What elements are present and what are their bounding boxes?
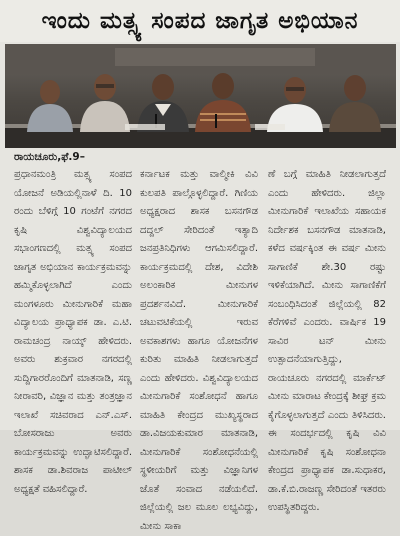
person-2 — [80, 74, 130, 132]
person-1 — [27, 80, 73, 132]
press-conference-illustration — [5, 44, 396, 148]
person-4 — [195, 73, 251, 132]
column-2-text: ಕರ್ನಾಟಕ ಮತ್ತು ವಾಲ್ಮೀಕಿ ವಿವಿ ಕುಲಪತಿ ಪಾಲ್ಗೊಳ್ಳಲಿದ್ದಾರೆ. ಗಿಣಿಯ ಅಧ್ಯಕ್ಷರಾದ ಶಾಸಕ ಬಸನಗೌಡ ದದ್ದಲ್ ಸೇರಿದಂತೆ ಇತ್ಯಾದಿ ಜನಪ್ರತಿನಿಧಿಗಳು ಆಗಮಿಸಲಿದ್ದಾರೆ. ಕಾರ್ಯಕ್ರಮದಲ್ಲಿ ದೇಶ, ವಿದೇಶಿ ಅಲಂಕಾರಿಕ ಮೀನುಗಳ ಪ್ರದರ್ಶನವಿದೆ. ಮೀನುಗಾರಿಕೆ ಚಟುವಟಿಕೆಯಲ್ಲಿ ಇರುವ ಅವಕಾಶಗಳು ಹಾಗೂ ಯೋಜನೆಗಳ ಕುರಿತು ಮಾಹಿತಿ ನೀಡಲಾಗುತ್ತದೆ ಎಂದು ಹೇಳಿದರು. ವಿಶ್ವವಿದ್ಯಾಲಯದ ಮೀನುಗಾರಿಕೆ ಸಂಶೋಧನೆ ಹಾಗೂ ಮಾಹಿತಿ ಕೇಂದ್ರದ ಮುಖ್ಯಸ್ಥರಾದ ಡಾ.ವಿಜಯಕುಮಾರ ಮಾತನಾಡಿ, ಮೀನುಗಾರಿಕೆ ಸಂಶೋಧನೆಯಲ್ಲಿ ಸ್ಥಳೀಯರಿಗೆ ಮತ್ತು ವಿಜ್ಞಾನಿಗಳ ಜೊತೆ ಸಂವಾದ ನಡೆಯಲಿದೆ. ಜಿಲ್ಲೆಯಲ್ಲಿ ಜಲ ಮೂಲ ಲಭ್ಯವಿದ್ದು, ಮೀನು ಸಾಕಾ — [140, 169, 258, 532]
article-dateline: ರಾಯಚೂರು,ಫೆ.9– — [14, 151, 85, 163]
article-column-3 — [268, 166, 386, 518]
article-column-1 — [14, 166, 132, 499]
article-headline: ಇಂದು ಮತ್ಸ್ಯ ಸಂಪದ ಜಾಗೃತ ಅಭಿಯಾನ — [0, 0, 400, 42]
column-3-text: ಣೆ ಬಗ್ಗೆ ಮಾಹಿತಿ ನೀಡಲಾಗುತ್ತದೆ ಎಂದು ಹೇಳಿದರು. ಜಿಲ್ಲಾ ಮೀನುಗಾರಿಕೆ ಇಲಾಖೆಯ ಸಹಾಯಕ ನಿರ್ದೇಶಕ ಬಸನಗೌಡ ಮಾತನಾಡಿ, ಕಳೆದ ವರ್ಷಕ್ಕಿಂತ ಈ ವರ್ಷ ಮೀನು ಸಾಗಾಣಿಕೆ ಶೇ.30 ರಷ್ಟು ಇಳಿಕೆಯಾಗಿದೆ. ಮೀನು ಸಾಗಾಣಿಕೆಗೆ ಸಂಬಂಧಿಸಿದಂತೆ ಜಿಲ್ಲೆಯಲ್ಲಿ 82 ಕೆರೆಗಳಿವೆ ಎಂದರು. ವಾರ್ಷಿಕ 19 ಸಾವಿರ ಟನ್ ಮೀನು ಉತ್ಪಾದನೆಯಾಗುತ್ತಿದ್ದು, ರಾಯಚೂರು ನಗರದಲ್ಲಿ ಮಾರ್ಕೆಟ್ ಮೀನು ಮಾರಾಟ ಕೇಂದ್ರಕ್ಕೆ ಶೀಘ್ರ ಕ್ರಮ ಕೈಗೊಳ್ಳಲಾಗುತ್ತದೆ ಎಂದು ತಿಳಿಸಿದರು. ಈ ಸಂದರ್ಭದಲ್ಲಿ ಕೃಷಿ ವಿವಿ ಮೀನುಗಾರಿಕೆ ಕೃಷಿ ಸಂಶೋಧನಾ ಕೇಂದ್ರದ ಪ್ರಾಧ್ಯಾಪಕ ಡಾ.ಸುಧಾಕರ, ಡಾ.ಕೆ.ಬಿ.ರಾಜಣ್ಣ ಸೇರಿದಂತೆ ಇತರರು ಉಪಸ್ಥಿತರಿದ್ದರು. — [268, 169, 386, 513]
column-1-text: ಪ್ರಧಾನಮಂತ್ರಿ ಮತ್ಸ್ಯ ಸಂಪದ ಯೋಜನೆ ಅಡಿಯಲ್ಲಿನಾಳೆ ದಿ. 10 ರಂದು ಬೆಳಿಗ್ಗೆ 10 ಗಂಟೆಗೆ ನಗರದ ಕೃಷಿ ವಿಶ್ವವಿದ್ಯಾಲಯದ ಸಭಾಂಗಣದಲ್ಲಿ ಮತ್ಸ್ಯ ಸಂಪದ ಜಾಗೃತ ಅಭಿಯಾನ ಕಾರ್ಯಕ್ರಮವನ್ನು ಹಮ್ಮಿಕೊಳ್ಳಲಾಗಿದೆ ಎಂದು ಮಂಗಳೂರು ಮೀನುಗಾರಿಕೆ ಮಹಾ ವಿದ್ಯಾಲಯ ಪ್ರಾಧ್ಯಾಪಕ ಡಾ. ಎ.ಟಿ. ರಾಮಚಂದ್ರ ನಾಯ್ಕ್ ಹೇಳಿದರು. ಅವರು ಶುಕ್ರವಾರ ನಗರದಲ್ಲಿ ಸುದ್ದಿಗಾರರೊಂದಿಗೆ ಮಾತನಾಡಿ, ಸಣ್ಣ ನೀರಾವರಿ, ವಿಜ್ಞಾನ ಮತ್ತು ತಂತ್ರಜ್ಞಾನ ಇಲಾಖೆ ಸಚಿವರಾದ ಎನ್.ಎಸ್. ಬೋಸರಾಜು ಅವರು ಕಾರ್ಯಕ್ರಮವನ್ನು ಉದ್ಘಾಟಿಸಲಿದ್ದಾರೆ. ಶಾಸಕ ಡಾ.ಶಿವರಾಜ ಪಾಟೀಲ್ ಅಧ್ಯಕ್ಷತೆ ವಹಿಸಲಿದ್ದಾರೆ. — [14, 169, 132, 495]
person-5 — [267, 77, 323, 132]
person-3 — [137, 74, 189, 132]
press-conference-photo — [5, 44, 396, 148]
article-column-2 — [140, 166, 258, 536]
person-6 — [329, 75, 381, 132]
